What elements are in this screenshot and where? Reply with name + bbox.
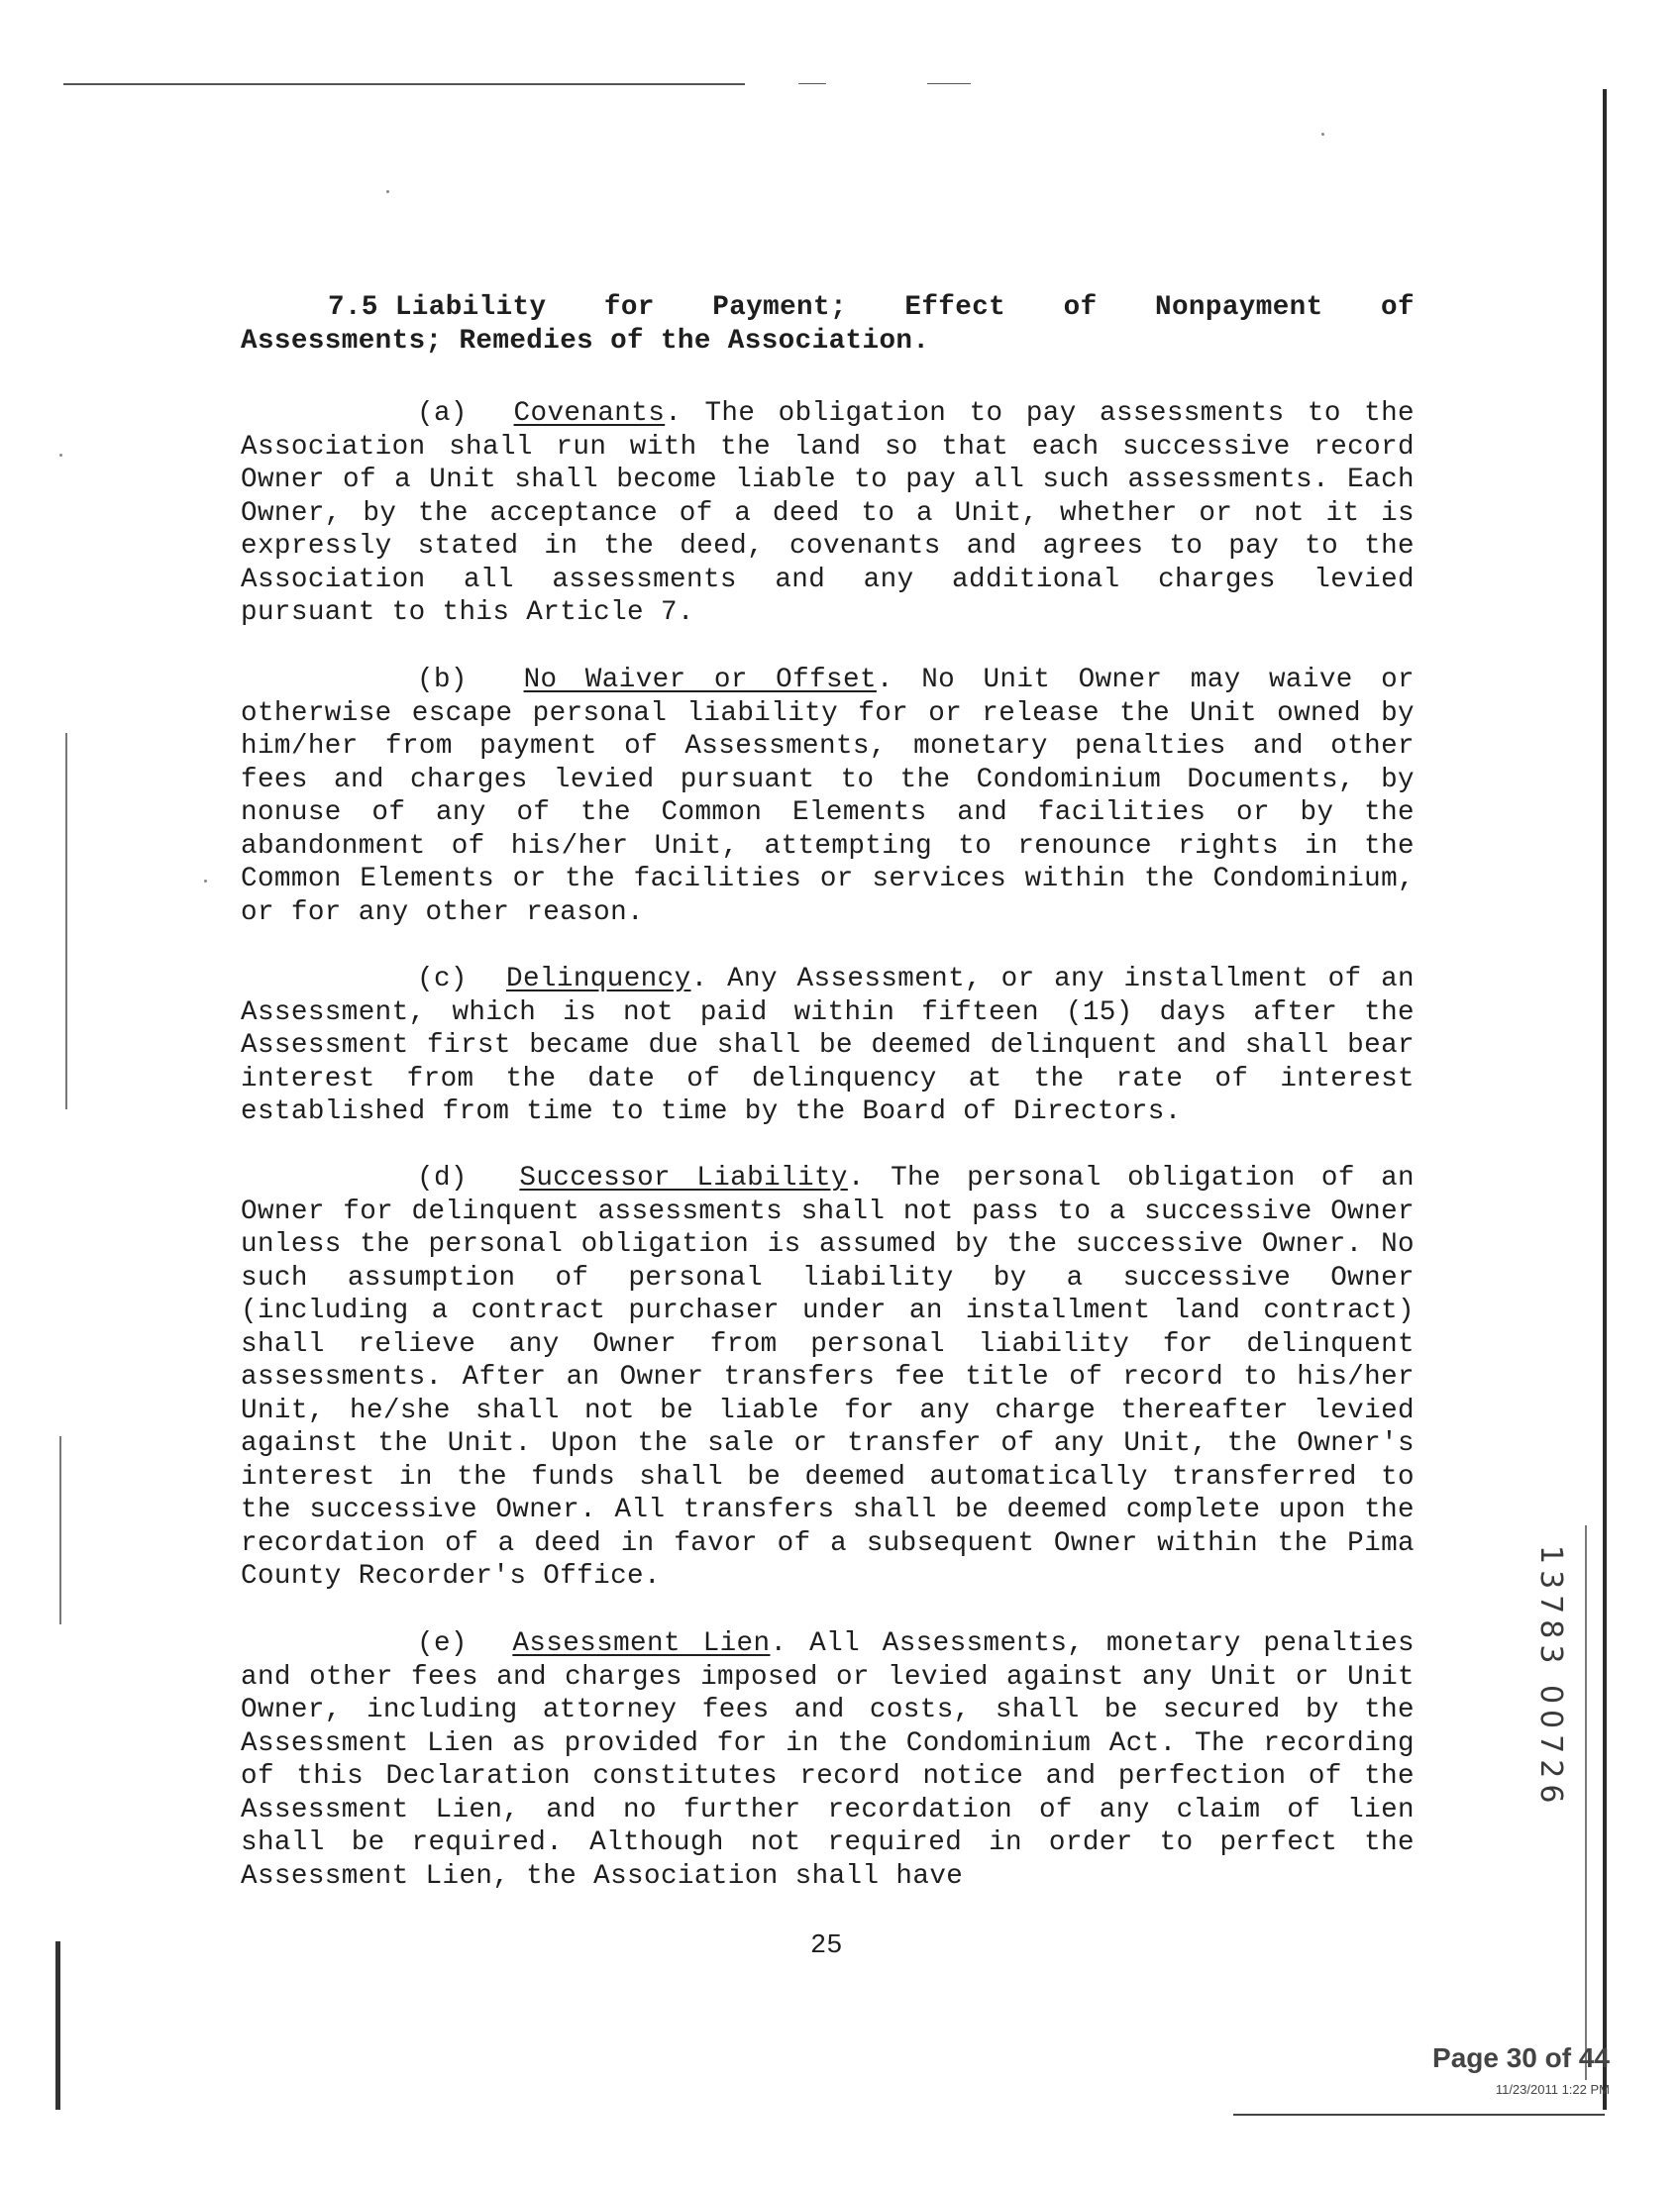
paragraph-title: Delinquency: [506, 964, 691, 994]
recording-stamp: 13783 00726: [1533, 1545, 1568, 1810]
paragraph-assessment-lien: [241, 1627, 1415, 1893]
paragraph-successor-liability: [241, 1162, 1415, 1594]
paragraph-covenants: [241, 397, 1415, 630]
paragraph-prefix: (e): [417, 1628, 468, 1659]
section-heading-line2: Assessments; Remedies of the Association.: [241, 325, 930, 357]
paragraph-title: Assessment Lien: [512, 1628, 771, 1659]
scan-bottom-rule: [1233, 2114, 1605, 2116]
scan-right-border-inner: [1585, 1525, 1587, 2080]
scan-dot: [59, 454, 62, 457]
heading-word: Effect: [904, 292, 1006, 323]
paragraph-prefix: (b): [417, 665, 468, 695]
scan-top-rule-fragment: [798, 83, 826, 84]
paragraph-title: Covenants: [513, 398, 666, 429]
paragraph-no-waiver: [241, 664, 1415, 929]
heading-word: 7.5 Liability: [328, 292, 547, 323]
paragraph-title: Successor Liability: [519, 1163, 848, 1194]
paragraph-text: . The obligation to pay assessments to the Association shall run with the land so that each successive record Owner of a Unit shall become liable to pay all such assessments. Each Owner, by the acceptance of a deed to a Unit, whether or not it is expressly stated in the deed, covenants and agrees to pay to the Association all assessments and any additional charges levied pursuant to this Article 7.: [241, 398, 1416, 628]
section-heading-line1: [241, 291, 1415, 325]
scan-top-rule: [63, 83, 745, 85]
scan-left-mark: [55, 1941, 60, 2110]
page-number: 25: [810, 1931, 843, 1961]
paragraph-prefix: (a): [417, 398, 468, 429]
scan-left-mark: [59, 1436, 61, 1624]
paragraph-text: . The personal obligation of an Owner for delinquent assessments shall not pass to a successive Owner unless the personal obligation is assumed by the successive Owner. No such assumption of personal liability by a successive Owner (including a contract purchaser under an installment land contract) shall relieve any Owner from personal liability for delinquent assessments. After an Owner transfers fee title of record to his/her Unit, he/she shall not be liable for any charge thereafter levied against the Unit. Upon the sale or transfer of any Unit, the Owner's interest in the funds shall be deemed automatically transferred to the successive Owner. All transfers shall be deemed complete upon the recordation of a deed in favor of a subsequent Owner within the Pima County Recorder's Office.: [241, 1163, 1415, 1592]
paragraph-delinquency: [241, 963, 1415, 1129]
scan-left-mark: [65, 733, 67, 1109]
section-heading: [241, 291, 1415, 358]
heading-word: Payment;: [712, 292, 847, 323]
paragraph-text: . No Unit Owner may waive or otherwise escape personal liability for or release the Unit owned by him/her from payment of Assessments, monetary penalties and other fees and charges levied pursuant to the Condominium Documents, by nonuse of any of the Common Elements and facilities or by the abandonment of his/her Unit, attempting to renounce rights in the Common Elements or the facilities or services within the Condominium, or for any other reason.: [241, 665, 1415, 928]
scan-dot: [386, 190, 389, 193]
paragraph-prefix: (d): [417, 1163, 468, 1194]
paragraph-text: . All Assessments, monetary penalties and other fees and charges imposed or levied against any Unit or Unit Owner, including attorney fees and costs, shall be secured by the Assessment Lien as provided for in the Condominium Act. The recording of this Declaration constitutes record notice and perfection of the Assessment Lien, and no further recordation of any claim of lien shall be required. Although not required in order to perfect the Assessment Lien, the Association shall have: [241, 1628, 1416, 1892]
heading-word: for: [603, 292, 655, 323]
heading-word: of: [1381, 292, 1415, 323]
scan-dot: [204, 880, 207, 883]
scan-top-rule-fragment: [927, 83, 971, 84]
scan-right-border: [1603, 89, 1607, 2110]
paragraph-text: . Any Assessment, or any installment of an Assessment, which is not paid within fifteen (15) days after the Assessment first became due shall be deemed delinquent and shall bear interest from the date of delinquency at the rate of interest established from time to time by the Board of Directors.: [241, 964, 1415, 1127]
page-of-label: Page 30 of 44: [1432, 2042, 1610, 2073]
heading-word: Nonpayment: [1154, 292, 1323, 323]
scan-dot: [1321, 133, 1324, 136]
paragraph-title: No Waiver or Offset: [523, 665, 877, 695]
recording-timestamp: 11/23/2011 1:22 PM: [1495, 2082, 1610, 2097]
paragraph-prefix: (c): [417, 964, 468, 994]
heading-word: of: [1063, 292, 1098, 323]
